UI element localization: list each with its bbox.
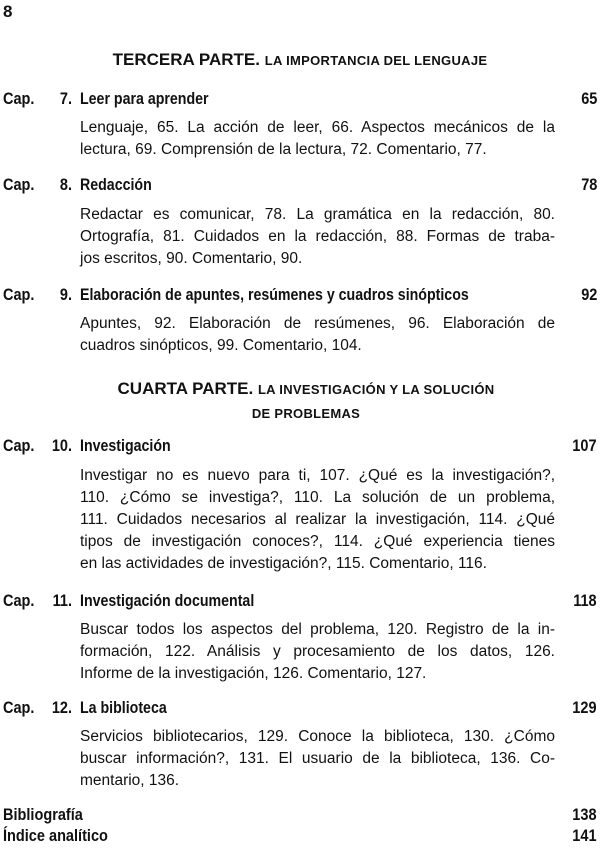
chapter-label: Cap. bbox=[3, 176, 35, 194]
entry-title: Índice analítico bbox=[3, 827, 108, 845]
chapter-label: Cap. bbox=[3, 592, 35, 610]
chapter-label: Cap. bbox=[3, 90, 35, 108]
contents-line: Redactar es comunicar, 78. La gramática en la redacción, 80. bbox=[80, 206, 555, 223]
chapter-number: 8. bbox=[59, 176, 72, 194]
chapter-number: 12. bbox=[51, 699, 72, 717]
contents-line: Investigar no es nuevo para ti, 107. ¿Qué es la investigación?, bbox=[80, 467, 555, 484]
contents-line: jos escritos, 90. Comentario, 90. bbox=[80, 250, 303, 267]
part-subtitle-line-2: DE PROBLEMAS bbox=[251, 406, 361, 421]
chapter-page: 107 bbox=[572, 437, 597, 455]
chapter-label: Cap. bbox=[3, 699, 35, 717]
entry-page: 141 bbox=[572, 827, 597, 845]
page-number: 8 bbox=[3, 2, 13, 21]
chapter-7-contents bbox=[80, 117, 555, 161]
contents-line: mentario, 136. bbox=[80, 772, 180, 789]
part-title: TERCERA PARTE. bbox=[112, 50, 260, 69]
contents-line: cuadros sinópticos, 99. Comentario, 104. bbox=[80, 337, 362, 354]
chapter-11-contents bbox=[80, 619, 555, 685]
chapter-title: Redacción bbox=[80, 176, 152, 194]
contents-line: formación, 122. Análisis y procesamiento de los datos, 126. bbox=[80, 643, 555, 660]
contents-line: Informe de la investigación, 126. Comentario, 127. bbox=[80, 665, 427, 682]
chapter-page: 118 bbox=[573, 592, 597, 610]
toc-entry-chapter-8[interactable] bbox=[0, 176, 600, 198]
contents-line: Lenguaje, 65. La acción de leer, 66. Aspectos mecánicos de la bbox=[80, 119, 555, 136]
toc-entry-indice-analitico[interactable] bbox=[3, 827, 597, 848]
toc-entry-chapter-11[interactable] bbox=[0, 592, 600, 614]
chapter-page: 92 bbox=[580, 286, 597, 304]
chapter-page: 129 bbox=[572, 699, 597, 717]
entry-page: 138 bbox=[572, 806, 597, 824]
chapter-label: Cap. bbox=[3, 437, 35, 455]
contents-line: Apuntes, 92. Elaboración de resúmenes, 96. Elaboración de bbox=[80, 315, 555, 332]
contents-line: en las actividades de investigación?, 115. Comentario, 116. bbox=[80, 555, 487, 572]
contents-line: buscar información?, 131. El usuario de la biblioteca, 136. Co- bbox=[80, 750, 555, 767]
chapter-title: La biblioteca bbox=[80, 699, 167, 717]
chapter-label: Cap. bbox=[3, 286, 35, 304]
toc-entry-chapter-7[interactable] bbox=[0, 90, 600, 112]
chapter-title: Elaboración de apuntes, resúmenes y cuadros sinópticos bbox=[80, 286, 469, 304]
part-title: CUARTA PARTE. bbox=[117, 379, 254, 398]
chapter-number: 7. bbox=[59, 90, 72, 108]
toc-entry-chapter-9[interactable] bbox=[0, 286, 600, 308]
contents-line: Buscar todos los aspectos del problema, 120. Registro de la in- bbox=[80, 621, 555, 638]
entry-title: Bibliografía bbox=[3, 806, 83, 824]
chapter-page: 65 bbox=[580, 90, 597, 108]
contents-line: tipos de investigación conoces?, 114. ¿Qué experiencia tienes bbox=[80, 533, 555, 550]
part-heading-tercera bbox=[0, 50, 600, 70]
part-subtitle: LA IMPORTANCIA DEL LENGUAJE bbox=[264, 53, 488, 68]
part-heading-cuarta bbox=[0, 377, 600, 425]
toc-entry-bibliografia[interactable] bbox=[3, 806, 597, 827]
chapter-title: Investigación documental bbox=[80, 592, 255, 610]
chapter-number: 11. bbox=[52, 592, 72, 610]
chapter-8-contents bbox=[80, 204, 555, 270]
chapter-10-contents bbox=[80, 465, 555, 575]
chapter-title: Investigación bbox=[80, 437, 171, 455]
toc-entry-chapter-10[interactable] bbox=[0, 437, 600, 459]
contents-line: Ortografía, 81. Cuidados en la redacción, 88. Formas de traba- bbox=[80, 228, 555, 245]
contents-line: lectura, 69. Comprensión de la lectura, 72. Comentario, 77. bbox=[80, 141, 487, 158]
chapter-12-contents bbox=[80, 726, 555, 792]
part-subtitle: LA INVESTIGACIÓN Y LA SOLUCIÓN bbox=[257, 382, 495, 397]
chapter-number: 10. bbox=[51, 437, 72, 455]
contents-line: 111. Cuidados necesarios al realizar la investigación, 114. ¿Qué bbox=[80, 511, 555, 528]
chapter-page: 78 bbox=[580, 176, 597, 194]
chapter-9-contents bbox=[80, 313, 555, 357]
toc-entry-chapter-12[interactable] bbox=[0, 699, 600, 721]
contents-line: Servicios bibliotecarios, 129. Conoce la biblioteca, 130. ¿Cómo bbox=[80, 728, 555, 745]
contents-line: 110. ¿Cómo se investiga?, 110. La solución de un problema, bbox=[80, 489, 555, 506]
chapter-title: Leer para aprender bbox=[80, 90, 209, 108]
chapter-number: 9. bbox=[59, 286, 72, 304]
